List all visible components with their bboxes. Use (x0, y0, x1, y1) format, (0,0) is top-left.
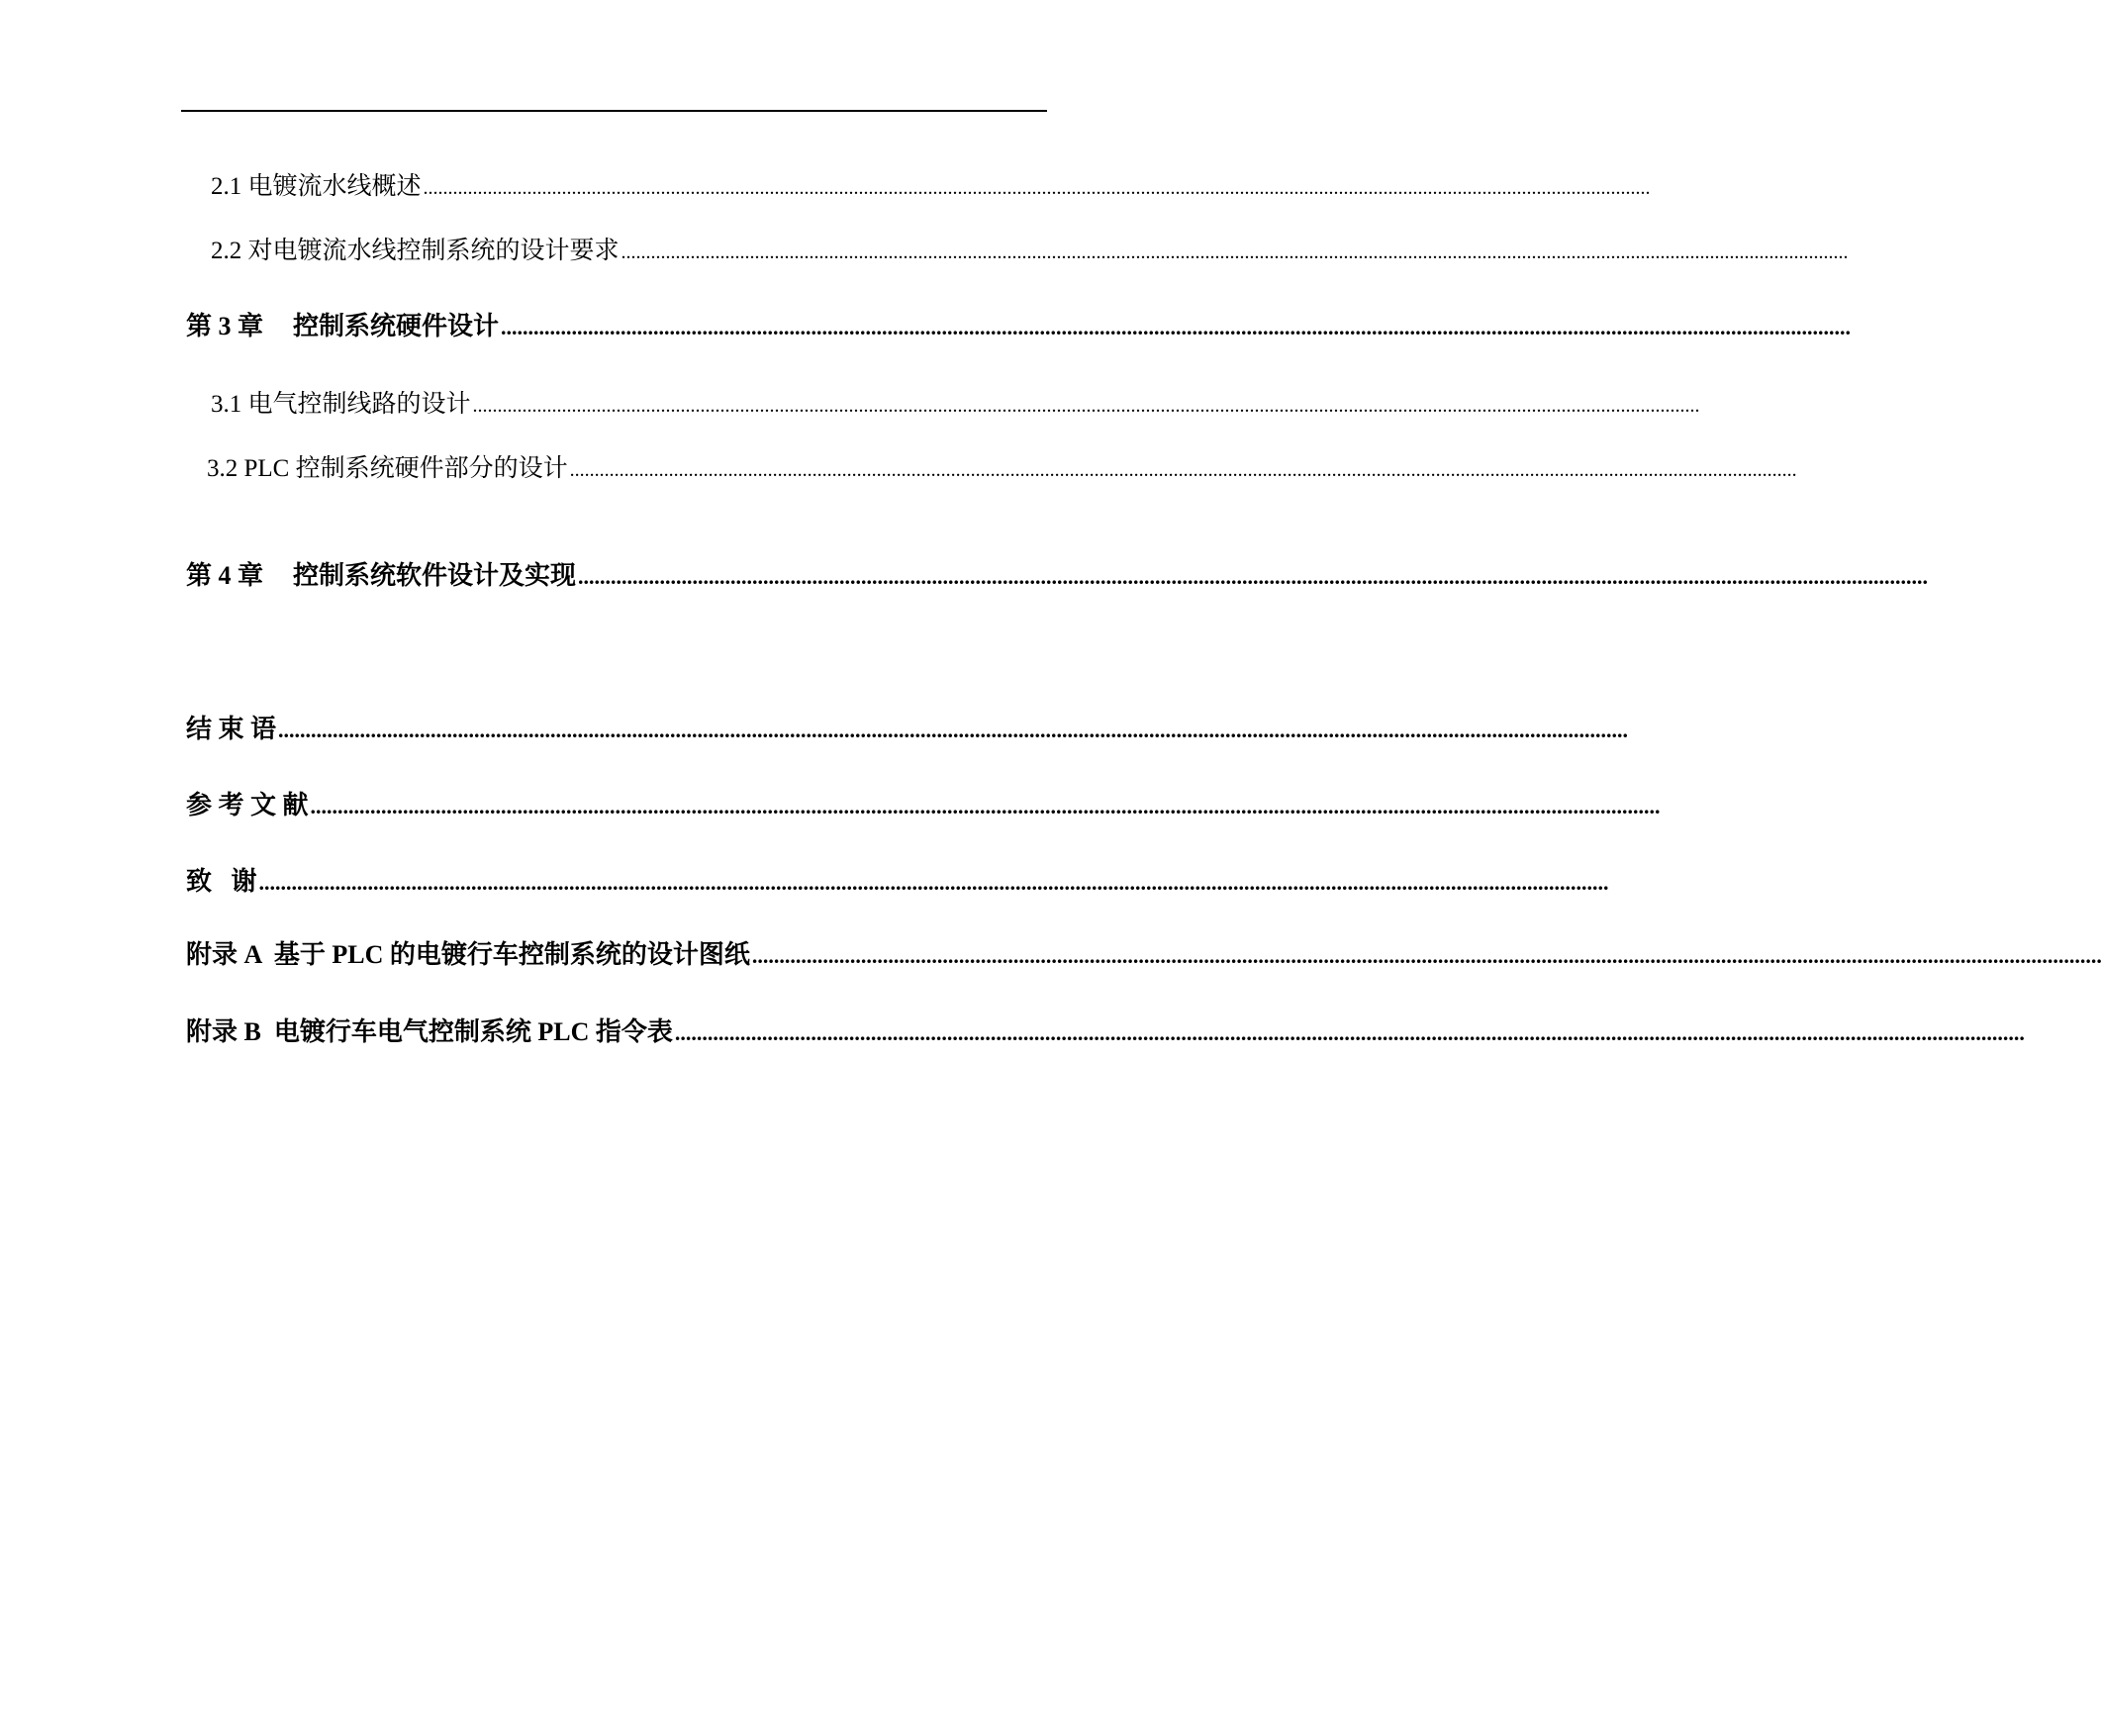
toc-leader-dots: ........................................................................................................................................................................................................................................................ (278, 718, 1629, 742)
toc-entry-label: 3.2 PLC 控制系统硬件部分的设计 (207, 455, 568, 482)
toc-entry-chapter-3[interactable] (186, 306, 1852, 342)
toc-entry-conclusion[interactable] (186, 709, 1629, 745)
toc-entry-2-1[interactable] (211, 166, 1651, 202)
toc-entry-label: 致 谢 (186, 867, 257, 896)
header-rule (181, 110, 1047, 112)
toc-leader-dots: ........................................................................................................................................................................................................................................................ (501, 315, 1852, 339)
toc-entry-label: 3.1 电气控制线路的设计 (211, 391, 471, 418)
toc-leader-dots: ........................................................................................................................................................................................................................................................ (258, 870, 1609, 895)
toc-leader-dots: ........................................................................................................................................................................................................................................................ (578, 564, 1929, 589)
chapter-title: 控制系统软件设计及实现 (293, 561, 577, 590)
toc-entry-label: 参 考 文 献 (186, 791, 309, 820)
toc-entry-3-1[interactable] (211, 384, 1700, 420)
toc-chapter-label (186, 306, 499, 342)
chapter-number: 第 3 章 (186, 312, 264, 340)
toc-chapter-label (186, 555, 576, 592)
toc-entry-2-2[interactable] (211, 231, 1849, 266)
toc-leader-dots: ........................................................................................................................................................................................................................................................ (674, 1020, 2025, 1045)
toc-leader-dots: ........................................................................................................................................................................................................................................................ (423, 177, 1651, 199)
toc-entry-chapter-4[interactable] (186, 555, 1929, 592)
chapter-title: 控制系统硬件设计 (293, 312, 500, 340)
chapter-number: 第 4 章 (186, 561, 264, 590)
toc-entry-references[interactable] (186, 785, 1661, 821)
toc-entry-label: 2.1 电镀流水线概述 (211, 173, 422, 200)
toc-leader-dots: ........................................................................................................................................................................................................................................................ (569, 459, 1797, 481)
toc-leader-dots: ........................................................................................................................................................................................................................................................ (751, 943, 2102, 968)
toc-entry-label: 结 束 语 (186, 715, 277, 743)
toc-leader-dots: ........................................................................................................................................................................................................................................................ (310, 794, 1661, 819)
toc-entry-label: 2.2 对电镀流水线控制系统的设计要求 (211, 238, 620, 264)
toc-leader-dots: ........................................................................................................................................................................................................................................................ (621, 241, 1849, 263)
toc-entry-3-2[interactable] (207, 448, 1797, 484)
toc-entry-acknowledgements[interactable] (186, 861, 1609, 898)
toc-entry-label: 附录 A 基于 PLC 的电镀行车控制系统的设计图纸 (186, 940, 750, 969)
toc-entry-appendix-b[interactable] (186, 1012, 2025, 1048)
toc-entry-label: 附录 B 电镀行车电气控制系统 PLC 指令表 (186, 1017, 673, 1046)
toc-entry-appendix-a[interactable] (186, 934, 2102, 971)
toc-leader-dots: ........................................................................................................................................................................................................................................................ (472, 395, 1700, 417)
